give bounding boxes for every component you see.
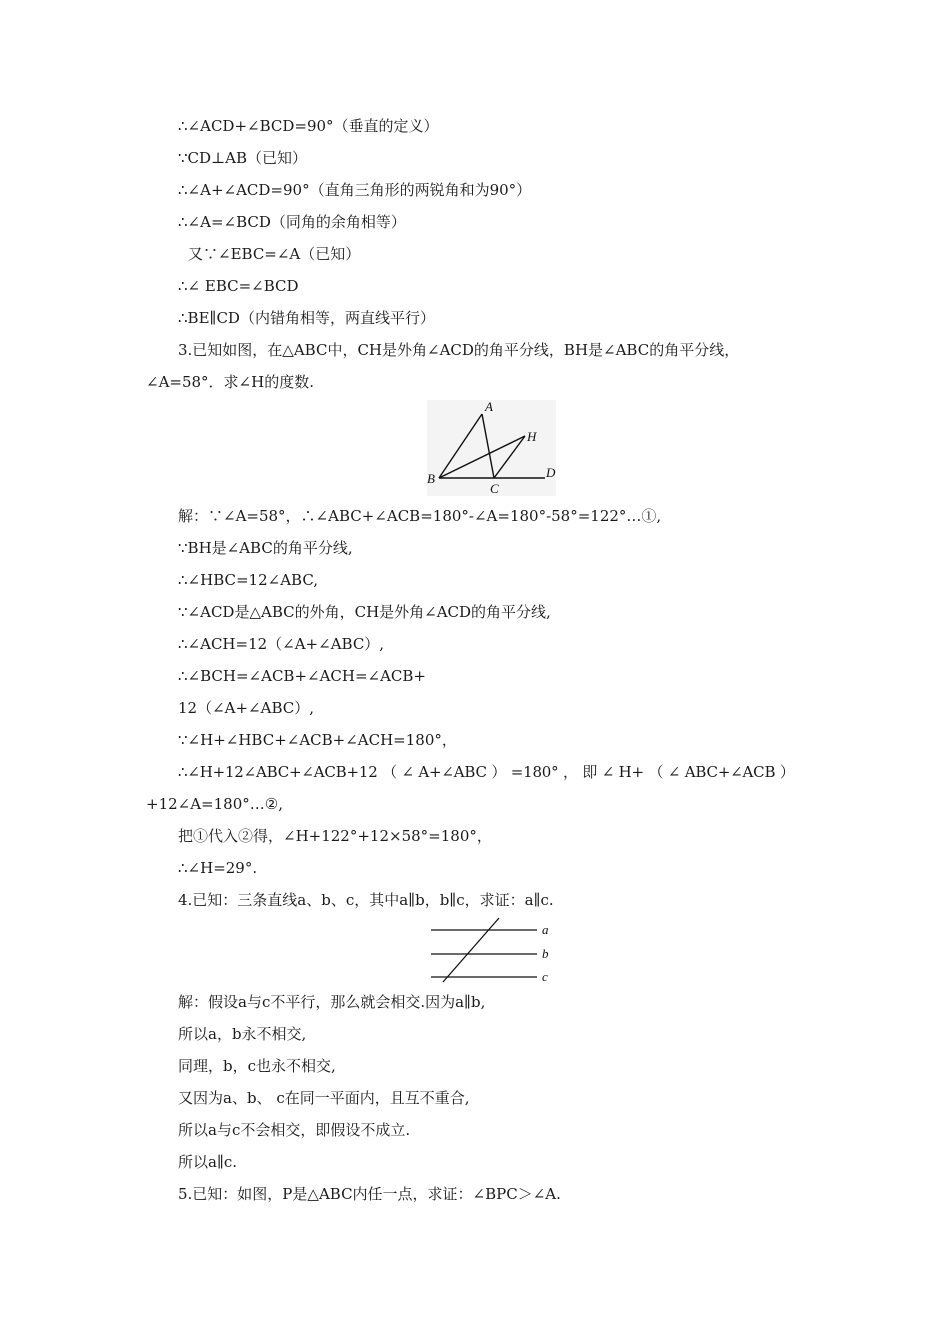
solution-line: ∴∠ACH=12（∠A+∠ABC）, (178, 635, 385, 653)
label-A: A (485, 400, 493, 414)
solution-line: ∴∠BCH=∠ACB+∠ACH=∠ACB+ (178, 667, 427, 685)
proof-line: 又因为a、b、 c在同一平面内，且互不重合, (178, 1089, 470, 1107)
text-line: ∵CD⊥AB（已知） (178, 149, 308, 167)
solution-line: ∴∠H+12∠ABC+∠ACB+12 （ ∠ A+∠ABC ） =180° ， 即 ∠ H+ （ ∠ ABC+∠ACB ） (178, 763, 795, 781)
text-line: ∴BE∥CD（内错角相等，两直线平行） (178, 309, 435, 327)
problem-3-statement-cont: ∠A=58°．求∠H的度数. (146, 373, 314, 391)
text-line: ∴∠A=∠BCD（同角的余角相等） (178, 213, 406, 231)
proof-line: 解：假设a与c不平行，那么就会相交.因为a∥b, (178, 993, 486, 1011)
label-C: C (490, 481, 499, 496)
proof-line: 同理，b，c也永不相交, (178, 1057, 336, 1075)
label-H: H (527, 429, 537, 444)
text-line: ∴∠A+∠ACD=90°（直角三角形的两锐角和为90°） (178, 181, 532, 199)
problem-3-statement: 3.已知如图，在△ABC中，CH是外角∠ACD的角平分线，BH是∠ABC的角平分线， (178, 341, 740, 359)
label-D: D (546, 465, 556, 480)
label-B: B (427, 471, 435, 486)
triangle-figure (427, 400, 556, 496)
solution-line: +12∠A=180°…②, (146, 795, 283, 813)
solution-line: ∴∠H=29°. (178, 859, 258, 877)
text-line: ∴∠ACD+∠BCD=90°（垂直的定义） (178, 117, 439, 135)
text-line: 又∵∠EBC=∠A（已知） (188, 245, 361, 263)
proof-line: 所以a∥c. (178, 1153, 238, 1171)
label-b: b (542, 946, 549, 961)
label-c: c (542, 969, 548, 984)
problem-5-statement: 5.已知：如图，P是△ABC内任一点，求证：∠BPC＞∠A. (178, 1185, 561, 1203)
solution-line: ∴∠HBC=12∠ABC, (178, 571, 319, 589)
solution-line: 把①代入②得，∠H+122°+12×58°=180°， (178, 827, 492, 845)
solution-line: 12（∠A+∠ABC）, (178, 699, 315, 717)
text-line: ∴∠ EBC=∠BCD (178, 277, 299, 295)
label-a: a (542, 922, 549, 937)
proof-line: 所以a与c不会相交，即假设不成立. (178, 1121, 411, 1139)
problem-4-statement: 4.已知：三条直线a、b、c，其中a∥b，b∥c，求证：a∥c. (178, 891, 554, 909)
solution-line: 解：∵∠A=58°，∴∠ABC+∠ACB=180°-∠A=180°-58°=122°…①, (178, 507, 662, 525)
parallel-lines-figure (427, 916, 557, 986)
solution-line: ∵∠ACD是△ABC的外角，CH是外角∠ACD的角平分线, (178, 603, 551, 621)
proof-line: 所以a，b永不相交, (178, 1025, 307, 1043)
solution-line: ∵∠H+∠HBC+∠ACB+∠ACH=180°， (178, 731, 457, 749)
solution-line: ∵BH是∠ABC的角平分线, (178, 539, 353, 557)
